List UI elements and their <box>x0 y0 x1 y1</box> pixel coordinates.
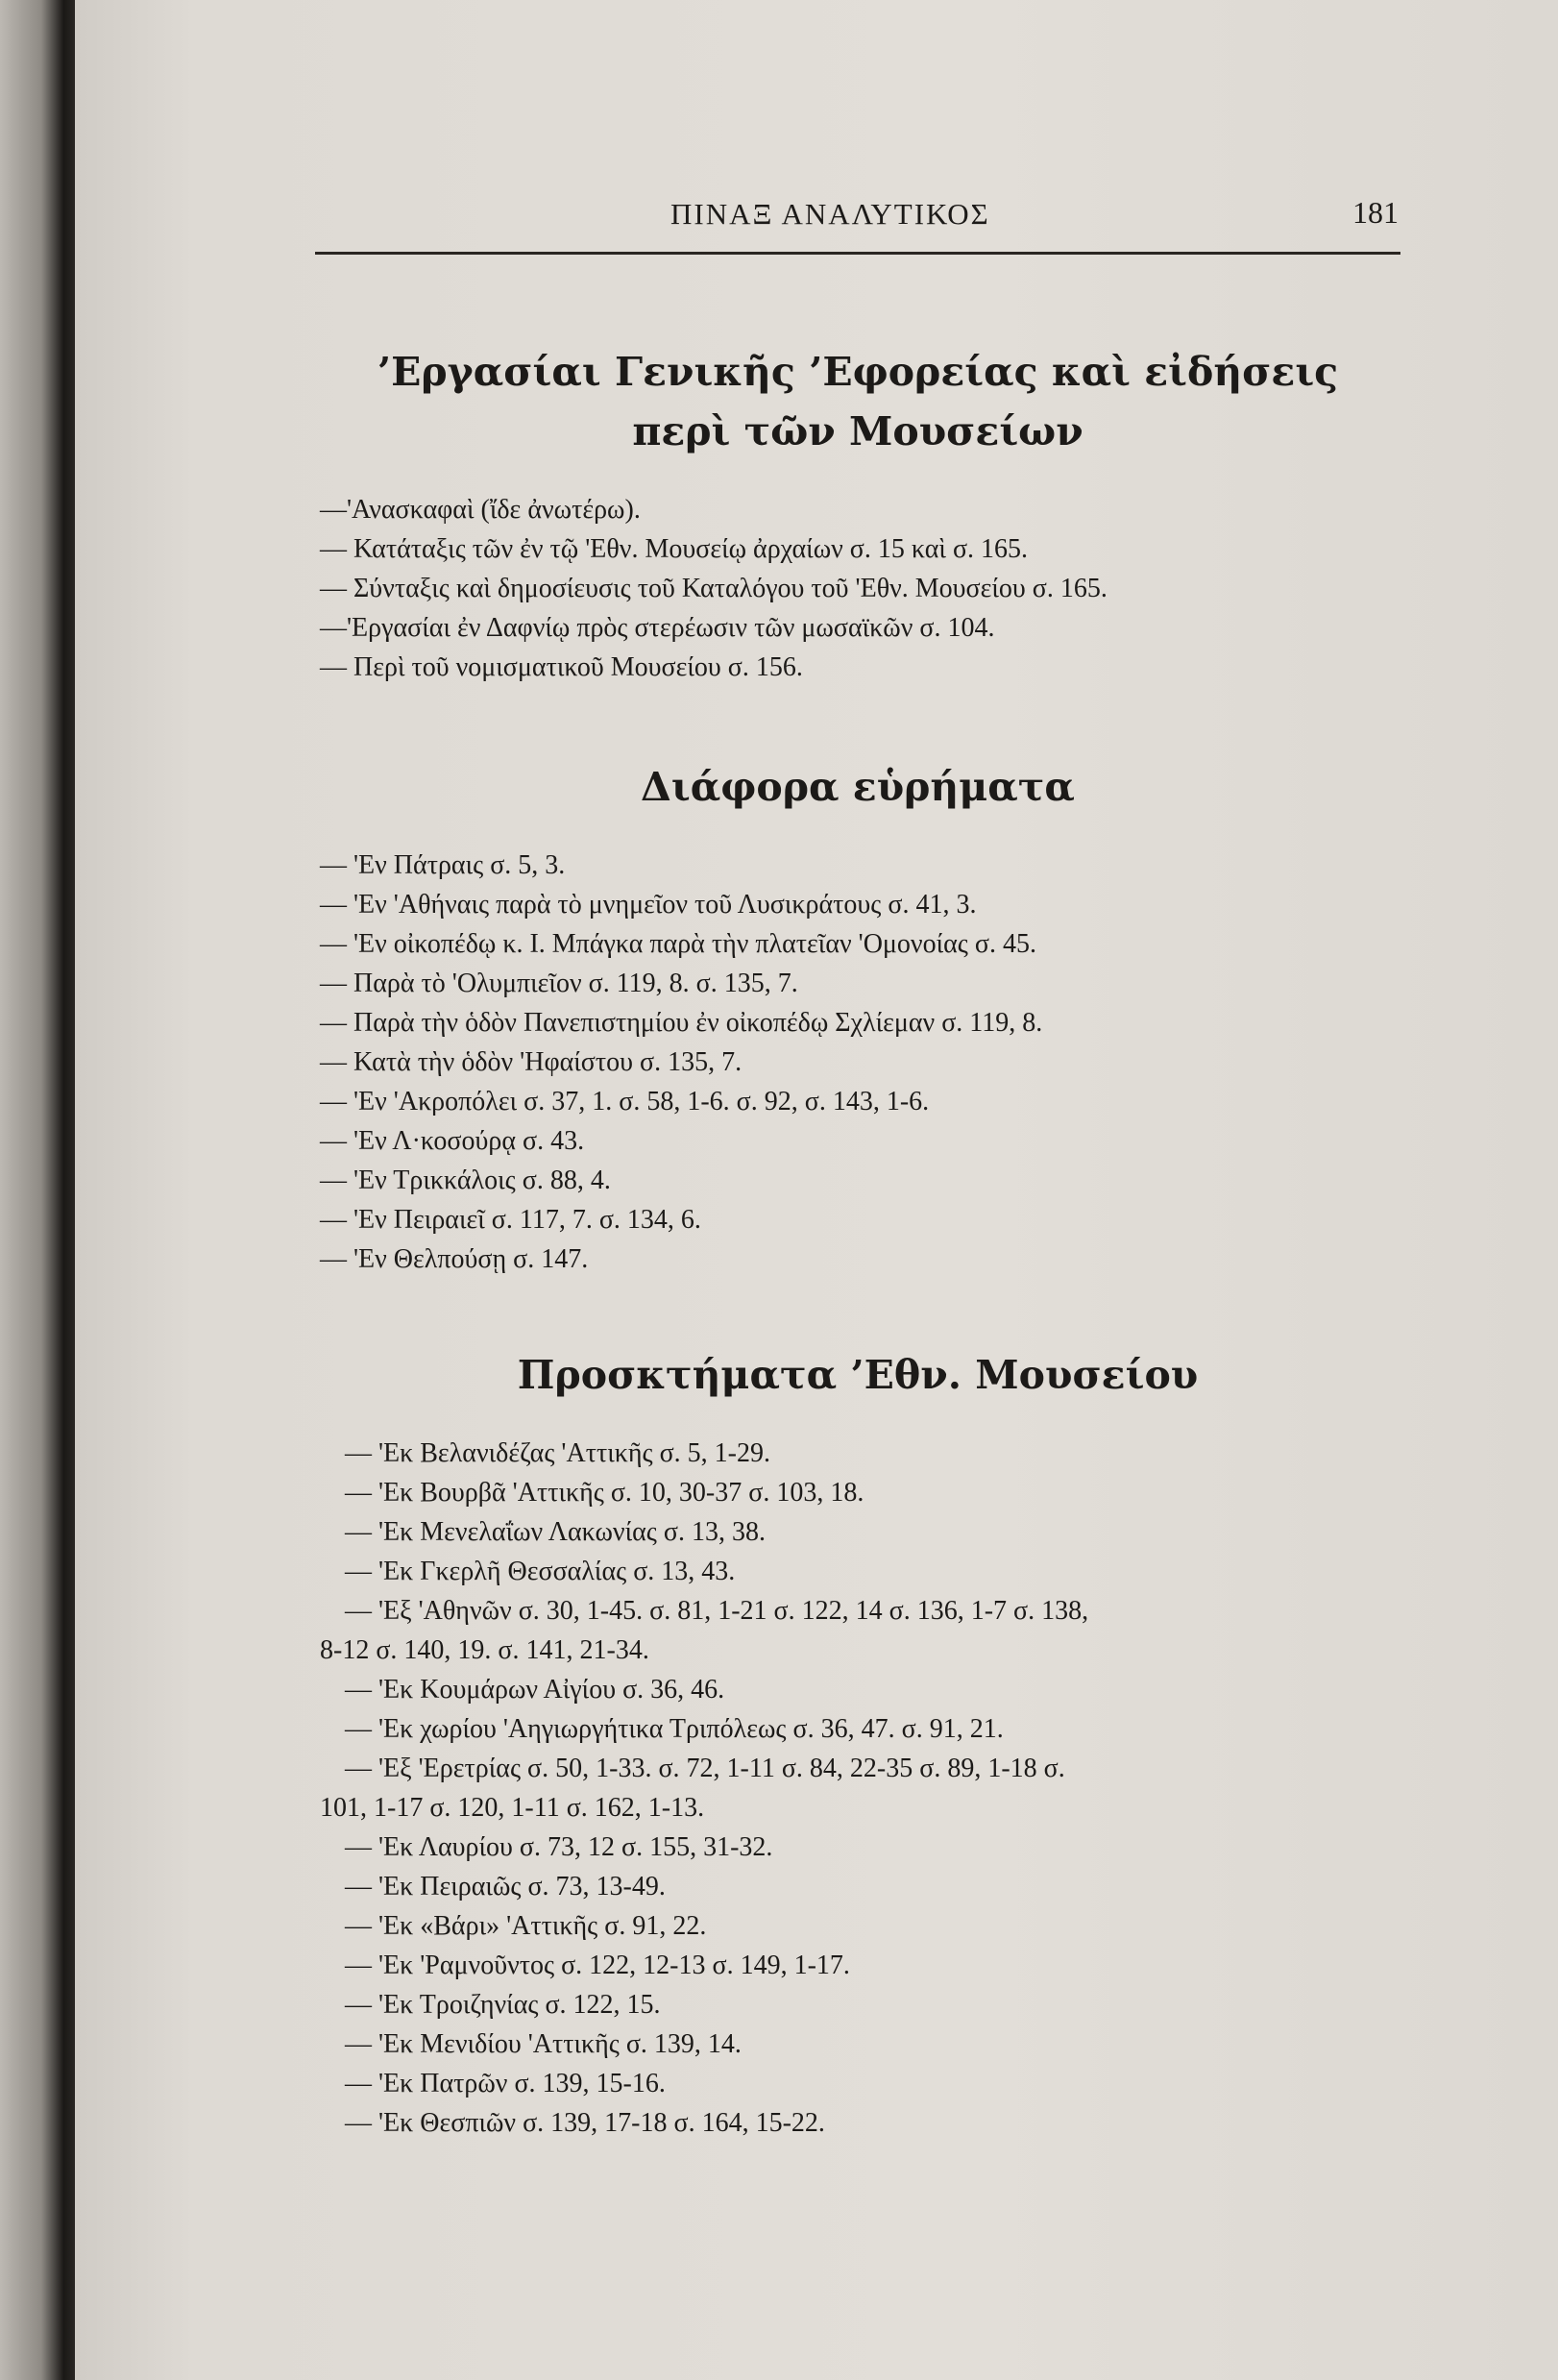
section-heading-general-ephoria <box>315 342 1400 461</box>
list-item: —'Εργασίαι ἐν Δαφνίῳ πρὸς στερέωσιν τῶν μωσαϊκῶν σ. 104. <box>320 613 995 643</box>
list-item: — Παρὰ τὸ 'Ολυμπιεῖον σ. 119, 8. σ. 135, 7. <box>320 969 798 998</box>
list-item: — 'Εκ Μενελαΐων Λακωνίας σ. 13, 38. <box>345 1517 766 1547</box>
list-item: — 'Εν Τρικκάλοις σ. 88, 4. <box>320 1165 611 1195</box>
list-item-continuation: 101, 1-17 σ. 120, 1-11 σ. 162, 1-13. <box>320 1793 705 1823</box>
list-item: — 'Εκ Θεσπιῶν σ. 139, 17-18 σ. 164, 15-22. <box>345 2108 825 2138</box>
entry-list-general-ephoria <box>320 490 1108 687</box>
page-number: 181 <box>1352 195 1399 230</box>
list-item: — 'Εν 'Αθήναις παρὰ τὸ μνημεῖον τοῦ Λυσικράτους σ. 41, 3. <box>320 890 977 920</box>
list-item: — 'Εκ Βελανιδέζας 'Αττικῆς σ. 5, 1-29. <box>345 1438 770 1468</box>
header-rule <box>315 252 1400 255</box>
list-item: — 'Εν Θελπούσῃ σ. 147. <box>320 1244 589 1274</box>
entry-list-various-finds <box>320 846 1042 1279</box>
list-item: — 'Εξ 'Αθηνῶν σ. 30, 1-45. σ. 81, 1-21 σ. 122, 14 σ. 136, 1-7 σ. 138, <box>345 1596 1089 1626</box>
list-item: — 'Εκ Λαυρίου σ. 73, 12 σ. 155, 31-32. <box>345 1832 773 1862</box>
list-item: — 'Εκ Πειραιῶς σ. 73, 13-49. <box>345 1872 666 1902</box>
list-item: — 'Εκ 'Ραμνοῦντος σ. 122, 12-13 σ. 149, 1-17. <box>345 1951 850 1980</box>
list-item: — Κατάταξις τῶν ἐν τῷ 'Εθν. Μουσείῳ ἀρχαίων σ. 15 καὶ σ. 165. <box>320 534 1029 564</box>
section-heading-museum-acquisitions: Προσκτήματα ’Εθν. Μουσείου <box>517 1352 1199 1398</box>
list-item: — 'Εν Λ·κοσούρᾳ σ. 43. <box>320 1126 585 1156</box>
list-item: — 'Εκ Πατρῶν σ. 139, 15-16. <box>345 2069 666 2098</box>
list-item: — 'Εν 'Ακροπόλει σ. 37, 1. σ. 58, 1-6. σ. 92, σ. 143, 1-6. <box>320 1087 930 1116</box>
book-spine-shadow <box>0 0 75 2380</box>
list-item: — 'Εν Πειραιεῖ σ. 117, 7. σ. 134, 6. <box>320 1205 701 1235</box>
list-item: — 'Εκ Βουρβᾶ 'Αττικῆς σ. 10, 30-37 σ. 103, 18. <box>345 1478 864 1508</box>
list-item: — 'Εκ «Βάρι» 'Αττικῆς σ. 91, 22. <box>345 1911 707 1941</box>
list-item: — 'Εν οἰκοπέδῳ κ. Ι. Μπάγκα παρὰ τὴν πλατεῖαν 'Ομονοίας σ. 45. <box>320 929 1036 959</box>
list-item: — 'Εκ Κουμάρων Αἰγίου σ. 36, 46. <box>345 1675 725 1705</box>
list-item: — 'Εξ 'Ερετρίας σ. 50, 1-33. σ. 72, 1-11 σ. 84, 22-35 σ. 89, 1-18 σ. <box>345 1754 1065 1783</box>
list-item: — Περὶ τοῦ νομισματικοῦ Μουσείου σ. 156. <box>320 652 803 682</box>
section-heading-line: ’Εργασίαι Γενικῆς ’Εφορείας καὶ εἰδήσεις <box>377 349 1339 395</box>
entry-list-museum-acquisitions <box>320 1434 1088 2143</box>
list-item: — 'Εκ Γκερλῆ Θεσσαλίας σ. 13, 43. <box>345 1557 736 1586</box>
section-heading-various-finds: Διάφορα εὑρήματα <box>641 764 1075 810</box>
list-item: — 'Εκ χωρίου 'Αηγιωργήτικα Τριπόλεως σ. 36, 47. σ. 91, 21. <box>345 1714 1004 1744</box>
running-title: ΠΙΝΑΞ ΑΝΑΛΥΤΙΚΟΣ <box>670 197 990 231</box>
section-heading-line: περὶ τῶν Μουσείων <box>632 408 1083 454</box>
list-item: — 'Εν Πάτραις σ. 5, 3. <box>320 850 566 880</box>
list-item: — Σύνταξις καὶ δημοσίευσις τοῦ Καταλόγου τοῦ 'Εθν. Μουσείου σ. 165. <box>320 574 1108 603</box>
list-item: — 'Εκ Τροιζηνίας σ. 122, 15. <box>345 1990 661 2020</box>
document-page <box>75 0 1558 2380</box>
list-item: —'Ανασκαφαὶ (ἴδε ἀνωτέρω). <box>320 495 641 525</box>
list-item-continuation: 8-12 σ. 140, 19. σ. 141, 21-34. <box>320 1635 649 1665</box>
list-item: — Παρὰ τὴν ὁδὸν Πανεπιστημίου ἐν οἰκοπέδῳ Σχλίεμαν σ. 119, 8. <box>320 1008 1043 1038</box>
list-item: — 'Εκ Μενιδίου 'Αττικῆς σ. 139, 14. <box>345 2029 742 2059</box>
list-item: — Κατὰ τὴν ὁδὸν 'Ηφαίστου σ. 135, 7. <box>320 1047 742 1077</box>
